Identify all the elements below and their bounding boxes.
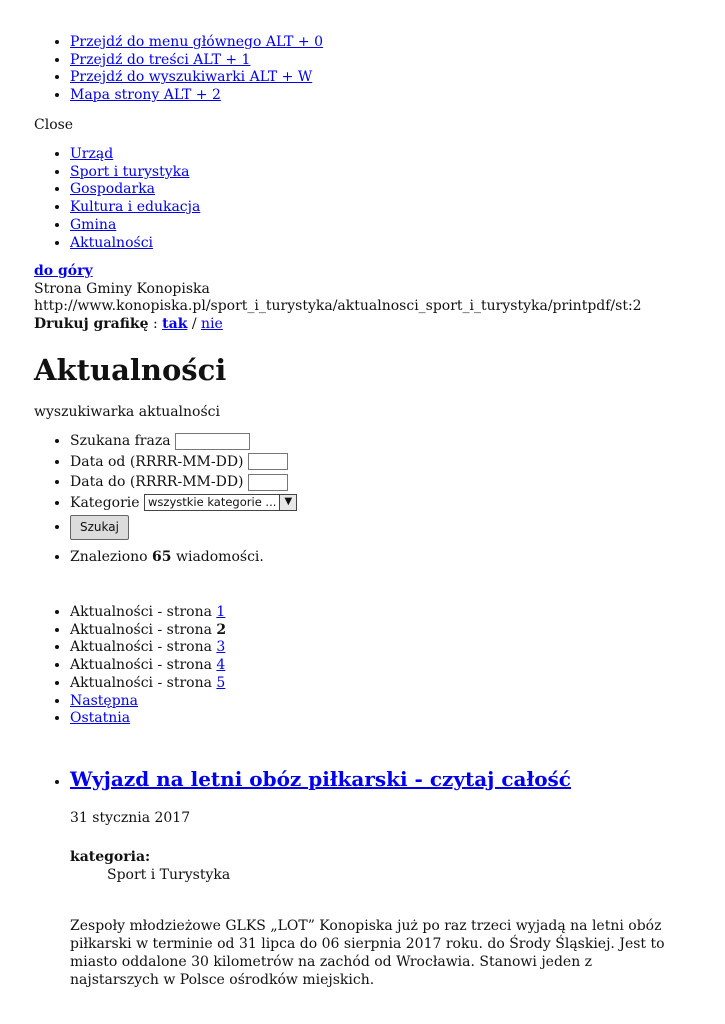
- menu-item-gmina[interactable]: Gmina: [70, 216, 117, 233]
- date-to-row: [70, 472, 715, 493]
- skip-link-item: [70, 69, 715, 87]
- page-link-5[interactable]: 5: [216, 674, 226, 691]
- search-phrase-row: [70, 431, 715, 452]
- back-to-top-link[interactable]: do góry: [34, 263, 93, 279]
- site-name: Strona Gminy Konopiska: [34, 280, 210, 297]
- date-to-input[interactable]: [248, 474, 288, 491]
- menu-item: [70, 164, 715, 182]
- search-phrase-label: Szukana fraza: [70, 433, 171, 449]
- print-graphics-row: [34, 316, 715, 334]
- date-from-input[interactable]: [248, 453, 288, 470]
- skip-link-item: [70, 52, 715, 70]
- menu-item: [70, 217, 715, 235]
- skip-links: [34, 34, 715, 105]
- next-page-link[interactable]: Następna: [70, 692, 139, 709]
- sitemap-link[interactable]: Mapa strony ALT + 2: [70, 87, 221, 104]
- pagination: [34, 604, 715, 728]
- date-from-label: Data od (RRRR-MM-DD): [70, 453, 244, 470]
- page-link-3[interactable]: 3: [216, 639, 226, 656]
- pagination-item: [70, 639, 715, 657]
- category-select-value: wszystkie kategorie ...: [148, 495, 277, 510]
- search-button[interactable]: Szukaj: [70, 515, 129, 540]
- article-body: Zespoły młodzieżowe GLKS „LOT” Konopiska już po raz trzeci wyjadą na letni obóz piłkarski w terminie od 31 lipca do 06 sierpnia 2017 roku. do Środy Śląskiej. Jest to miasto oddalone 30 kilometrów na zachód od Wrocławia. Stanowi jeden z najstarszych w Polsce ośrodków miejskich.: [70, 918, 665, 988]
- dropdown-arrow-icon: ▼: [279, 495, 296, 510]
- page-header-info: [34, 263, 715, 334]
- category-row: [70, 493, 715, 514]
- article-category: [70, 849, 715, 884]
- pagination-item: [70, 657, 715, 675]
- article-category-label: kategoria:: [70, 849, 151, 865]
- date-from-row: [70, 452, 715, 473]
- skip-link-item: [70, 34, 715, 52]
- page-link-1[interactable]: 1: [216, 604, 226, 620]
- pagination-item: [70, 710, 715, 728]
- skip-to-content-link[interactable]: Przejdź do treści ALT + 1: [70, 51, 251, 68]
- results-prefix: Znaleziono: [70, 549, 148, 565]
- last-page-link[interactable]: Ostatnia: [70, 710, 131, 727]
- article-title-link[interactable]: Wyjazd na letni obóz piłkarski - czytaj całość: [70, 767, 571, 791]
- page-url: http://www.konopiska.pl/sport_i_turystyka/aktualnosci_sport_i_turystyka/printpdf/st:2: [34, 298, 642, 315]
- search-phrase-input[interactable]: [175, 433, 250, 450]
- date-to-label: Data do (RRRR-MM-DD): [70, 474, 244, 490]
- pagination-prefix: Aktualności - strona: [70, 621, 212, 638]
- results-count: 65: [152, 549, 172, 565]
- menu-item: [70, 235, 715, 253]
- print-no-link[interactable]: nie: [201, 316, 223, 333]
- menu-item-kultura[interactable]: Kultura i edukacja: [70, 199, 201, 216]
- print-graphics-label: Drukuj grafikę: [34, 316, 149, 333]
- pagination-prefix: Aktualności - strona: [70, 639, 212, 656]
- results-summary: [34, 549, 715, 567]
- print-yes-link[interactable]: tak: [162, 316, 188, 333]
- menu-item: [70, 199, 715, 217]
- pagination-item: [70, 622, 715, 640]
- page-title: Aktualności: [34, 353, 227, 387]
- page-link-4[interactable]: 4: [216, 657, 226, 674]
- pagination-prefix: Aktualności - strona: [70, 604, 212, 620]
- pagination-item: [70, 604, 715, 622]
- pagination-item: [70, 675, 715, 693]
- main-menu: [34, 146, 715, 252]
- skip-link-item: [70, 87, 715, 105]
- pagination-prefix: Aktualności - strona: [70, 674, 212, 691]
- search-title: wyszukiwarka aktualności: [34, 404, 220, 420]
- article-list: [34, 764, 715, 989]
- search-form: [34, 431, 715, 540]
- category-select[interactable]: [144, 494, 297, 511]
- menu-item-sport[interactable]: Sport i turystyka: [70, 163, 190, 180]
- menu-item-aktualnosci[interactable]: Aktualności: [70, 234, 154, 251]
- article-date: 31 stycznia 2017: [70, 810, 191, 826]
- menu-item: [70, 146, 715, 164]
- pagination-item: [70, 693, 715, 711]
- print-separator: :: [153, 316, 158, 333]
- category-label: Kategorie: [70, 494, 140, 511]
- skip-to-menu-link[interactable]: Przejdź do menu głównego ALT + 0: [70, 34, 323, 50]
- print-slash: /: [191, 316, 197, 333]
- menu-item-urzad[interactable]: Urząd: [70, 146, 114, 162]
- menu-item: [70, 181, 715, 199]
- article-item: [70, 764, 715, 989]
- article-category-value: Sport i Turystyka: [107, 866, 231, 883]
- close-label[interactable]: Close: [34, 117, 74, 133]
- article-title: [70, 764, 715, 794]
- menu-item-gospodarka[interactable]: Gospodarka: [70, 181, 156, 198]
- results-suffix: wiadomości.: [175, 549, 264, 565]
- skip-to-search-link[interactable]: Przejdź do wyszukiwarki ALT + W: [70, 69, 313, 86]
- page-current: 2: [216, 621, 227, 638]
- submit-row: [70, 513, 715, 540]
- results-count-row: [70, 549, 715, 567]
- pagination-prefix: Aktualności - strona: [70, 657, 212, 674]
